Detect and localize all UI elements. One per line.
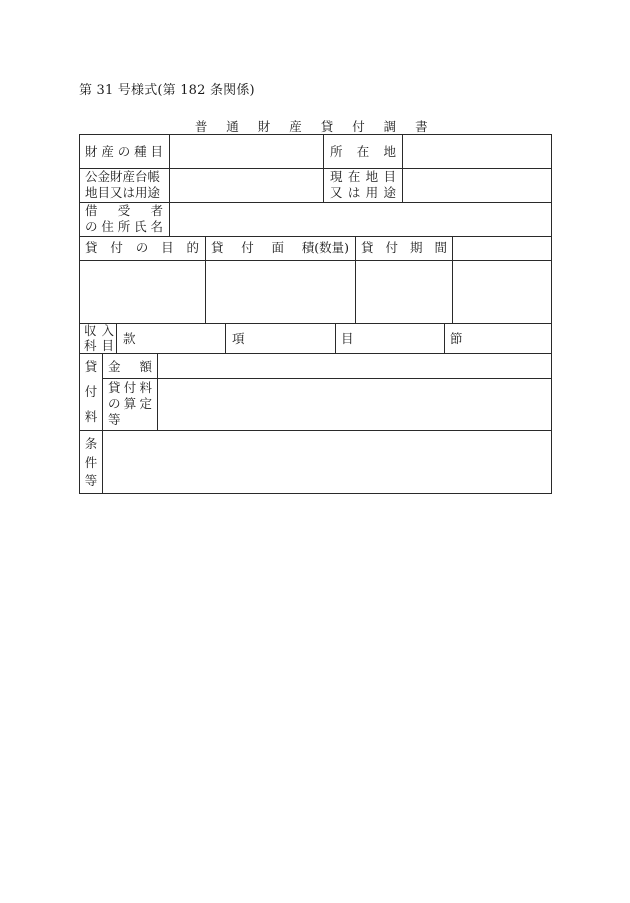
borrower-label-line2: の 住 所 氏 名 (85, 219, 163, 234)
revenue-moku-field[interactable] (358, 324, 444, 353)
lease-period-field[interactable] (356, 261, 452, 323)
fee-calc-label-line1: 貸 付 料 (108, 380, 152, 395)
revenue-kan-field[interactable] (140, 324, 225, 353)
fee-calc-label-line2: の 算 定 (108, 396, 152, 411)
asset-type-label: 財 産 の 種 目 (85, 144, 163, 159)
lease-period-label: 貸 付 期 間 (361, 240, 447, 255)
revenue-setsu-label: 節 (450, 331, 463, 346)
asset-type-field[interactable] (170, 135, 323, 168)
lease-area-label: 貸 付 面 積(数量) (211, 240, 349, 255)
borrower-label-line1: 借 受 者 (85, 203, 163, 218)
revenue-kou-field[interactable] (249, 324, 335, 353)
revenue-account-label-line1: 収 入 (84, 323, 114, 338)
ledger-category-field[interactable] (170, 169, 323, 202)
fee-amount-field[interactable] (158, 354, 551, 378)
ledger-category-label-line2: 地目又は用途 (85, 185, 161, 200)
lease-header-extra-field[interactable] (453, 237, 551, 260)
revenue-account-label-line2: 科 目 (84, 338, 114, 353)
fee-calc-label-line3: 等 (108, 412, 121, 427)
current-category-field[interactable] (403, 169, 551, 202)
lease-purpose-label: 貸 付 の 目 的 (85, 240, 199, 255)
fee-amount-label: 金 額 (108, 359, 152, 374)
form-reference: 第 31 号様式(第 182 条関係) (79, 83, 255, 98)
current-category-label-line2: 又 は 用 途 (330, 185, 396, 200)
lease-fee-side-label: 貸 付 料 (84, 359, 98, 424)
revenue-kan-label: 款 (123, 331, 136, 346)
location-field[interactable] (403, 135, 551, 168)
revenue-setsu-field[interactable] (467, 324, 551, 353)
revenue-moku-label: 目 (341, 331, 354, 346)
location-label: 所 在 地 (330, 144, 396, 159)
lease-purpose-field[interactable] (80, 261, 205, 323)
lease-extra-field[interactable] (453, 261, 551, 323)
document-title: 普 通 財 産 貸 付 調 書 (194, 119, 436, 134)
borrower-address-name-field[interactable] (170, 203, 551, 236)
conditions-side-label: 条 件 等 (84, 436, 98, 488)
conditions-field[interactable] (103, 431, 551, 493)
fee-calculation-field[interactable] (158, 379, 551, 430)
lease-area-field[interactable] (206, 261, 355, 323)
ledger-category-label-line1: 公金財産台帳 (85, 169, 161, 184)
revenue-kou-label: 項 (232, 331, 245, 346)
current-category-label-line1: 現 在 地 目 (330, 169, 396, 184)
